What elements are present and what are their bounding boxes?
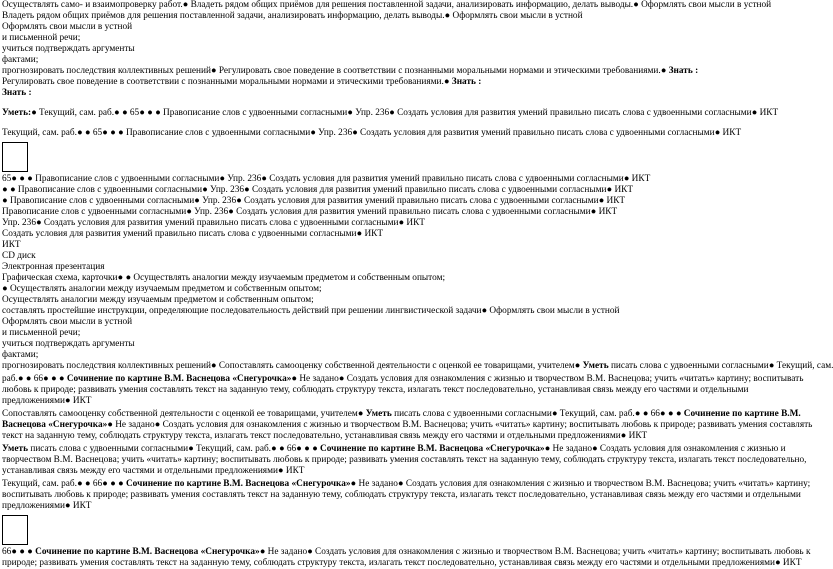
text-line: Создать условия для развития умений правильно писать слова с удвоенными согласными● ИКТ	[2, 229, 384, 239]
text-line: учиться подтверждать аргументы	[2, 339, 135, 349]
text-line: ● Правописание слов с удвоенными согласными● Упр. 236● Создать условия для развития умений правильно писать слова с удвоенными согласными● ИКТ	[2, 196, 626, 206]
bold-title: Сочинение по картине В.М. Васнецова «Снегурочка»	[66, 374, 292, 384]
text-line: фактами;	[2, 55, 39, 65]
text-line: учиться подтверждать аргументы	[2, 44, 135, 54]
bold-label: Знать :	[2, 88, 32, 98]
bold-label: Уметь:	[2, 108, 32, 118]
text-line: Осуществлять аналогии между изучаемым предметом и собственным опытом;	[2, 295, 314, 305]
text-line: и письменной речи;	[2, 33, 81, 43]
text-segment: Регулировать свое поведение в соответствии с познанными моральными нормами и этическими требованиями.●	[2, 77, 452, 87]
text-line: Электронная презентация	[2, 262, 105, 272]
text-paragraph	[2, 444, 814, 477]
bold-label: Знать :	[668, 66, 699, 76]
text-line	[2, 77, 814, 88]
text-segment: ● Не задано● Создать условия для ознакомления с жизнью и творчеством В.М. Васнецова; учить «читать» картину; воспитывать любовь к природе; развивать умения составлять текст на заданную тему, соблюдать структуру текста, излагать текст последовательно, устанавливая связь между его частями и отдельными предложениями● ИКТ	[2, 374, 804, 406]
text-line: Владеть рядом общих приёмов для решения поставленной задачи, анализировать информацию, делать выводы.● Оформлять свои мысли в устной	[2, 11, 583, 21]
text-segment: ● Не задано● Создать условия для ознакомления с жизнью и творчеством В.М. Васнецова; учить «читать» картину; воспитывать любовь к природе; развивать умения составлять текст на заданную тему, соблюдать структуру текста, излагать текст последовательно, устанавливая связь между его частями и отдельными предложениями● ИКТ	[2, 479, 811, 511]
text-line: Осуществлять само- и взаимопроверку работ.● Владеть рядом общих приёмов для решения поставленной задачи, анализировать информацию, делать выводы.● Оформлять свои мысли в устной	[2, 0, 772, 10]
text-line	[2, 361, 833, 372]
text-line: составлять простейшие инструкции, определяющие последовательность действий при решении лингвистической задачи● Оформлять свои мысли в устной	[2, 306, 620, 316]
text-line: Графическая схема, карточки● ● Осуществлять аналогии между изучаемым предметом и собственным опытом;	[2, 273, 446, 283]
text-line: Упр. 236● Создать условия для развития умений правильно писать слова с удвоенными согласными● ИКТ	[2, 218, 425, 228]
text-segment: ● Текущий, сам. раб.● ● 65● ● ● Правописание слов с удвоенными согласными● Упр. 236● Создать условия для развития умений правильно писать слова с удвоенными согласными● ИКТ	[31, 108, 779, 118]
bold-label: Уметь	[365, 409, 392, 419]
bold-title: Сочинение по картине В.М. Васнецова «Снегурочка»	[35, 547, 260, 557]
text-line: CD диск	[2, 251, 36, 261]
text-line: ● ● Правописание слов с удвоенными согласными● Упр. 236● Создать условия для развития умений правильно писать слова с удвоенными согласными● ИКТ	[2, 185, 634, 195]
text-line	[2, 108, 814, 119]
text-line: Текущий, сам. раб.● ● 65● ● ● Правописание слов с удвоенными согласными● Упр. 236● Создать условия для развития умений правильно писать слова с удвоенными согласными● ИКТ	[2, 128, 742, 138]
text-line: Правописание слов с удвоенными согласными● Упр. 236● Создать условия для развития умений правильно писать слова с удвоенными согласными● ИКТ	[2, 207, 618, 217]
text-line: ИКТ	[2, 240, 21, 250]
bold-label: Уметь	[582, 361, 609, 371]
text-segment: ● Не задано● Создать условия для ознакомления с жизнью и творчеством В.М. Васнецова; учить «читать» картину; воспитывать любовь к природе; развивать умения составлять текст на заданную тему, соблюдать структуру текста, излагать текст последовательно, устанавливая связь между его частями и отдельными предложениями● ИКТ	[2, 444, 807, 476]
text-line: 65● ● ● Правописание слов с удвоенными согласными● Упр. 236● Создать условия для развития умений правильно писать слова с удвоенными согласными● ИКТ	[2, 174, 651, 184]
text-line: фактами;	[2, 350, 39, 360]
text-segment: Сопоставлять самооценку собственной деятельности с оценкой ее товарищами, учителем●	[2, 409, 366, 419]
text-segment: писать слова с удвоенными согласными● Текущий, сам.	[608, 361, 833, 371]
text-line: Оформлять свои мысли в устной	[2, 317, 133, 327]
text-paragraph	[2, 547, 814, 569]
text-line: ● Осуществлять аналогии между изучаемым предметом и собственным опытом;	[2, 284, 322, 294]
text-segment: прогнозировать последствия коллективных решений● Сопоставлять самооценку собственной деятельности с оценкой ее товарищами, учителем●	[2, 361, 583, 371]
text-segment: Текущий, сам. раб.● ● 66● ● ●	[2, 479, 126, 489]
text-segment: 66● ● ●	[2, 547, 36, 557]
bold-title: Сочинение по картине В.М. Васнецова «Снегурочка»	[320, 444, 545, 454]
text-segment: ● Не задано● Создать условия для ознакомления с жизнью и творчеством В.М. Васнецова; учить «читать» картину; воспитывать любовь к природе; развивать умения составлять текст на заданную тему, соблюдать структуру текста, излагать текст последовательно, устанавливая связь между его частями и отдельными предложениями● ИКТ	[2, 420, 813, 441]
bold-label: Знать :	[451, 77, 482, 87]
bold-label: Уметь	[2, 444, 29, 454]
empty-table-cell	[2, 142, 28, 172]
text-segment: писать слова с удвоенными согласными● Текущий, сам. раб.● ● 66● ● ●	[391, 409, 684, 419]
spacer	[2, 99, 814, 108]
text-segment: писать слова с удвоенными согласными● Текущий, сам. раб.● ● 66● ● ●	[28, 444, 321, 454]
empty-table-cell	[2, 515, 28, 545]
text-paragraph	[2, 409, 814, 442]
text-line: и письменной речи;	[2, 328, 81, 338]
text-paragraph	[2, 374, 814, 407]
text-segment: раб.● ● 66● ● ●	[2, 374, 67, 384]
text-paragraph	[2, 479, 814, 512]
text-segment: прогнозировать последствия коллективных решений● Регулировать свое поведение в соответствии с познанными моральными нормами и этическими требованиями.●	[2, 66, 669, 76]
spacer	[2, 119, 814, 128]
text-line	[2, 66, 814, 77]
text-line: Оформлять свои мысли в устной	[2, 22, 133, 32]
text-segment: ● Не задано● Создать условия для ознакомления с жизнью и творчеством В.М. Васнецова; учить «читать» картину; воспитывать любовь к природе; развивать умения составлять текст на заданную тему, соблюдать структуру текста, излагать текст последовательно, устанавливая связь между его частями и отдельными предложениями● ИКТ	[2, 547, 811, 568]
bold-title: Сочинение по картине В.М. Васнецова «Снегурочка»	[2, 409, 801, 430]
bold-title: Сочинение по картине В.М. Васнецова «Снегурочка»	[125, 479, 351, 489]
